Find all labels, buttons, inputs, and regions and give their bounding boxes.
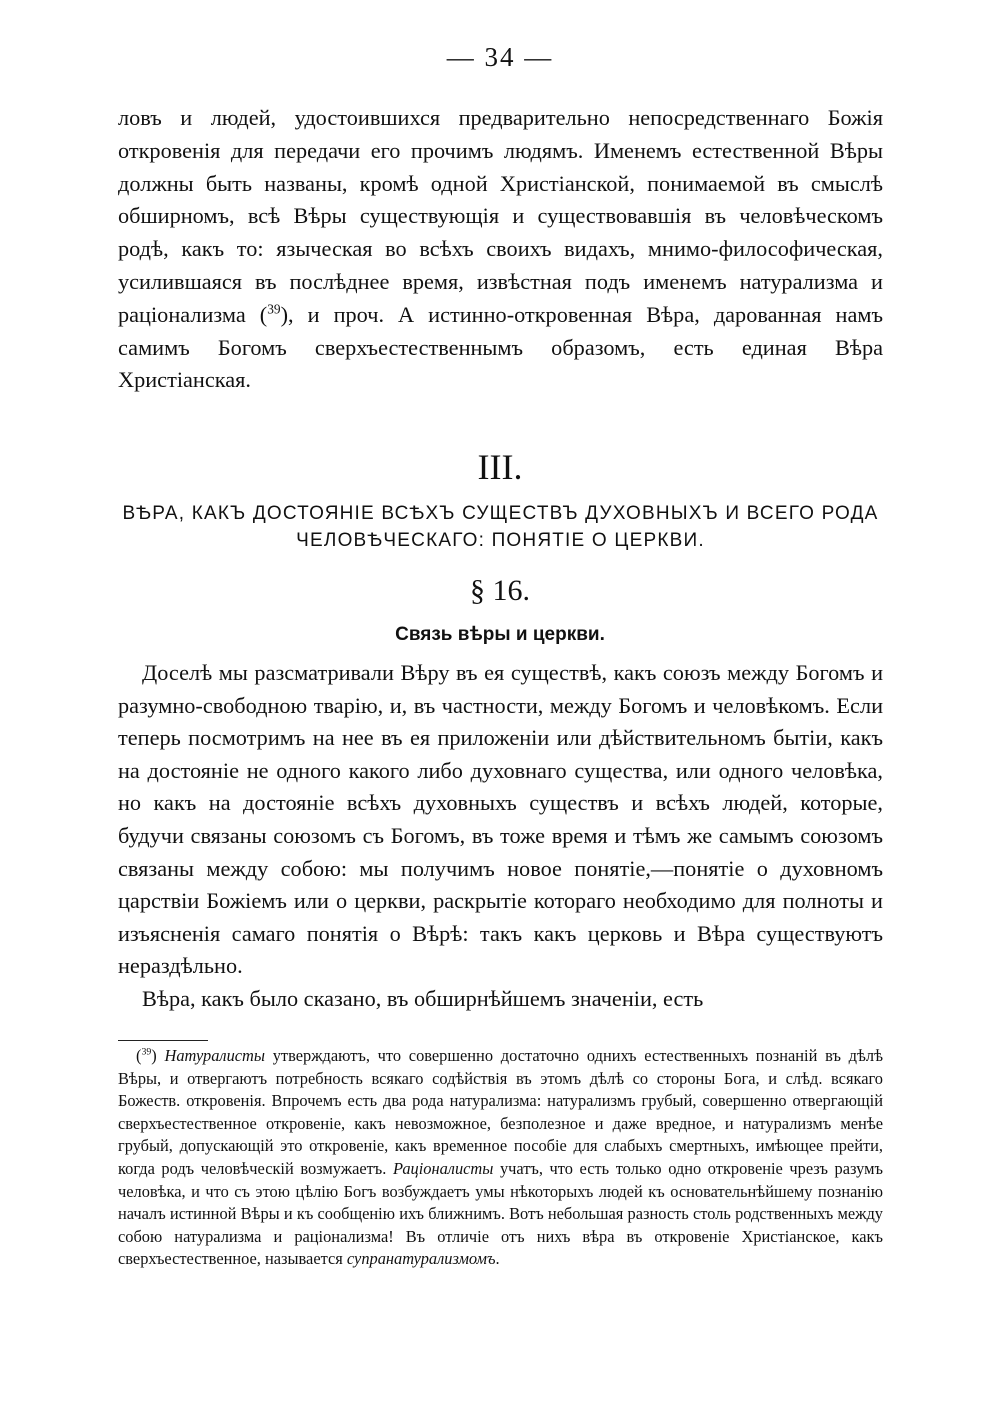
paragraph-text: ), и проч. А истинно-откровенная Вѣра, дарованная намъ самимъ Богомъ сверхъестественнымъ образомъ, есть единая Вѣра Христіанская. — [118, 301, 884, 393]
chapter-title: ВѢРА, КАКЪ ДОСТОЯНІЕ ВСѢХЪ СУЩЕСТВЪ ДУХОВНЫХЪ И ВСЕГО РОДА ЧЕЛОВѢЧЕСКАГО: ПОНЯТІЕ О ЦЕРКВИ. — [122, 503, 879, 551]
footnote-ref[interactable]: 39 — [267, 301, 281, 317]
chapter-numeral: III. — [477, 447, 523, 487]
continuation-paragraph — [118, 102, 883, 397]
footnote-text: учатъ, что есть только одно откровеніе чрезъ разумъ человѣка, и что съ этою цѣлію Богъ возбуждаетъ умы нѣкоторыхъ людей къ основательнѣйшему познанію началъ истинной Вѣры и къ сообщенію ихъ ближнимъ. Вотъ небольшая разность столь родственныхъ между собою натурализма и раціонализма! Въ отличіе отъ нихъ вѣра въ откровеніе Христіанское, какъ сверхъестественное, называется — [118, 1158, 883, 1269]
footnote-divider — [118, 1040, 208, 1041]
section-subtitle: Связь вѣры и церкви. — [395, 624, 605, 645]
top-paragraph — [118, 102, 883, 397]
footnote-text: . — [495, 1249, 500, 1269]
footnote-term: супранатурализмомъ — [346, 1249, 496, 1269]
footnote-term: Натуралисты — [164, 1046, 265, 1065]
paragraph: Вѣра, какъ было сказано, въ обширнѣйшемъ значеніи, есть — [142, 985, 704, 1011]
footnote-number: 39 — [141, 1046, 152, 1058]
paragraph-text: ловъ и людей, удостоившихся предварительно непосредственнаго Божія откровенія для передачи его прочимъ людямъ. Именемъ естественной Вѣры должны быть названы, кромѣ одной Христіанской, понимаемой въ смыслѣ обширномъ, всѣ Вѣры существующія и существовавшія въ человѣческомъ родѣ, какъ то: языческая во всѣхъ своихъ видахъ, мнимо-философическая, усилившаяся въ послѣднее время, извѣстная подъ именемъ натурализма и раціонализма ( — [118, 105, 883, 327]
footnote-text: утверждаютъ, что совершенно достаточно однихъ естественныхъ познаній въ дѣлѣ Вѣры, и отвергаютъ потребность всякаго содѣйствія въ этомъ дѣлѣ со стороны Бога, и слѣд. всякаго Божеств. откровенія. Впрочемъ есть два рода натурализма: натурализмъ грубый, совершенно отвергающій сверхъестественное откровеніе, какъ невозможное, безполезное и даже вредное, и натурализмъ менѣе грубый, допускающій это откровеніе, какъ временное пособіе для слабыхъ смертныхъ, имѣющее прейти, когда родъ человѣческій возмужаетъ. — [118, 1046, 884, 1178]
page-number: — 34 — — [446, 42, 554, 72]
section-number: § 16. — [470, 574, 530, 607]
section-body — [118, 657, 883, 1016]
footnote-term: Раціоналисты — [392, 1158, 494, 1178]
footnote: ($^{39}$) Натуралисты утверждаютъ, что совершенно достаточно однихъ естественныхъ познаній въ дѣлѣ Вѣры, и отвергаютъ потребность всякаго содѣйствія въ этомъ дѣлѣ со стороны Бога, и слѣд. всякаго Божеств. откровенія. Впрочемъ есть два рода натурализма: натурализмъ грубый, совершенно отвергающій сверхъестественное откровеніе, какъ невозможное, безполезное и даже вредное, и натурализмъ менѣе грубый, допускающій это откровеніе, какъ временное пособіе для слабыхъ смертныхъ, имѣющее прейти, когда родъ человѣческій возмужаетъ. Раціоналисты учатъ, что есть только одно откровеніе чрезъ разумъ человѣка, и что съ этою цѣлію Богъ возбуждаетъ умы нѣкоторыхъ людей къ основательнѣйшему познанію началъ истинной Вѣры и къ сообщенію ихъ ближнимъ. Вотъ небольшая разность столь родственныхъ между собою натурализма и раціонализма! Въ отличіе отъ нихъ вѣра въ откровеніе Христіанское, какъ сверхъестественное, называется супранатурализмомъ. — [118, 1046, 884, 1269]
paragraph: Доселѣ мы разсматривали Вѣру въ ея существѣ, какъ союзъ между Богомъ и разумно-свободною тварію, и, въ частности, между Богомъ и человѣкомъ. Если теперь посмотримъ на нее въ ея приложеніи или дѣйствительномъ бытіи, какъ на достояніе не одного какого либо духовнаго существа, или одного человѣка, но какъ на достояніе всѣхъ духовныхъ существъ и всѣхъ людей, которые, будучи связаны союзомъ съ Богомъ, въ тоже время и тѣмъ же самымъ союзомъ связаны между собою: мы получимъ новое понятіе,—понятіе о духовномъ царствіи Божіемъ или о церкви, раскрытіе котораго необходимо для полноты и изъясненія самаго понятія о Вѣрѣ: такъ какъ церковь и Вѣра существуютъ нераздѣльно. — [118, 660, 883, 979]
